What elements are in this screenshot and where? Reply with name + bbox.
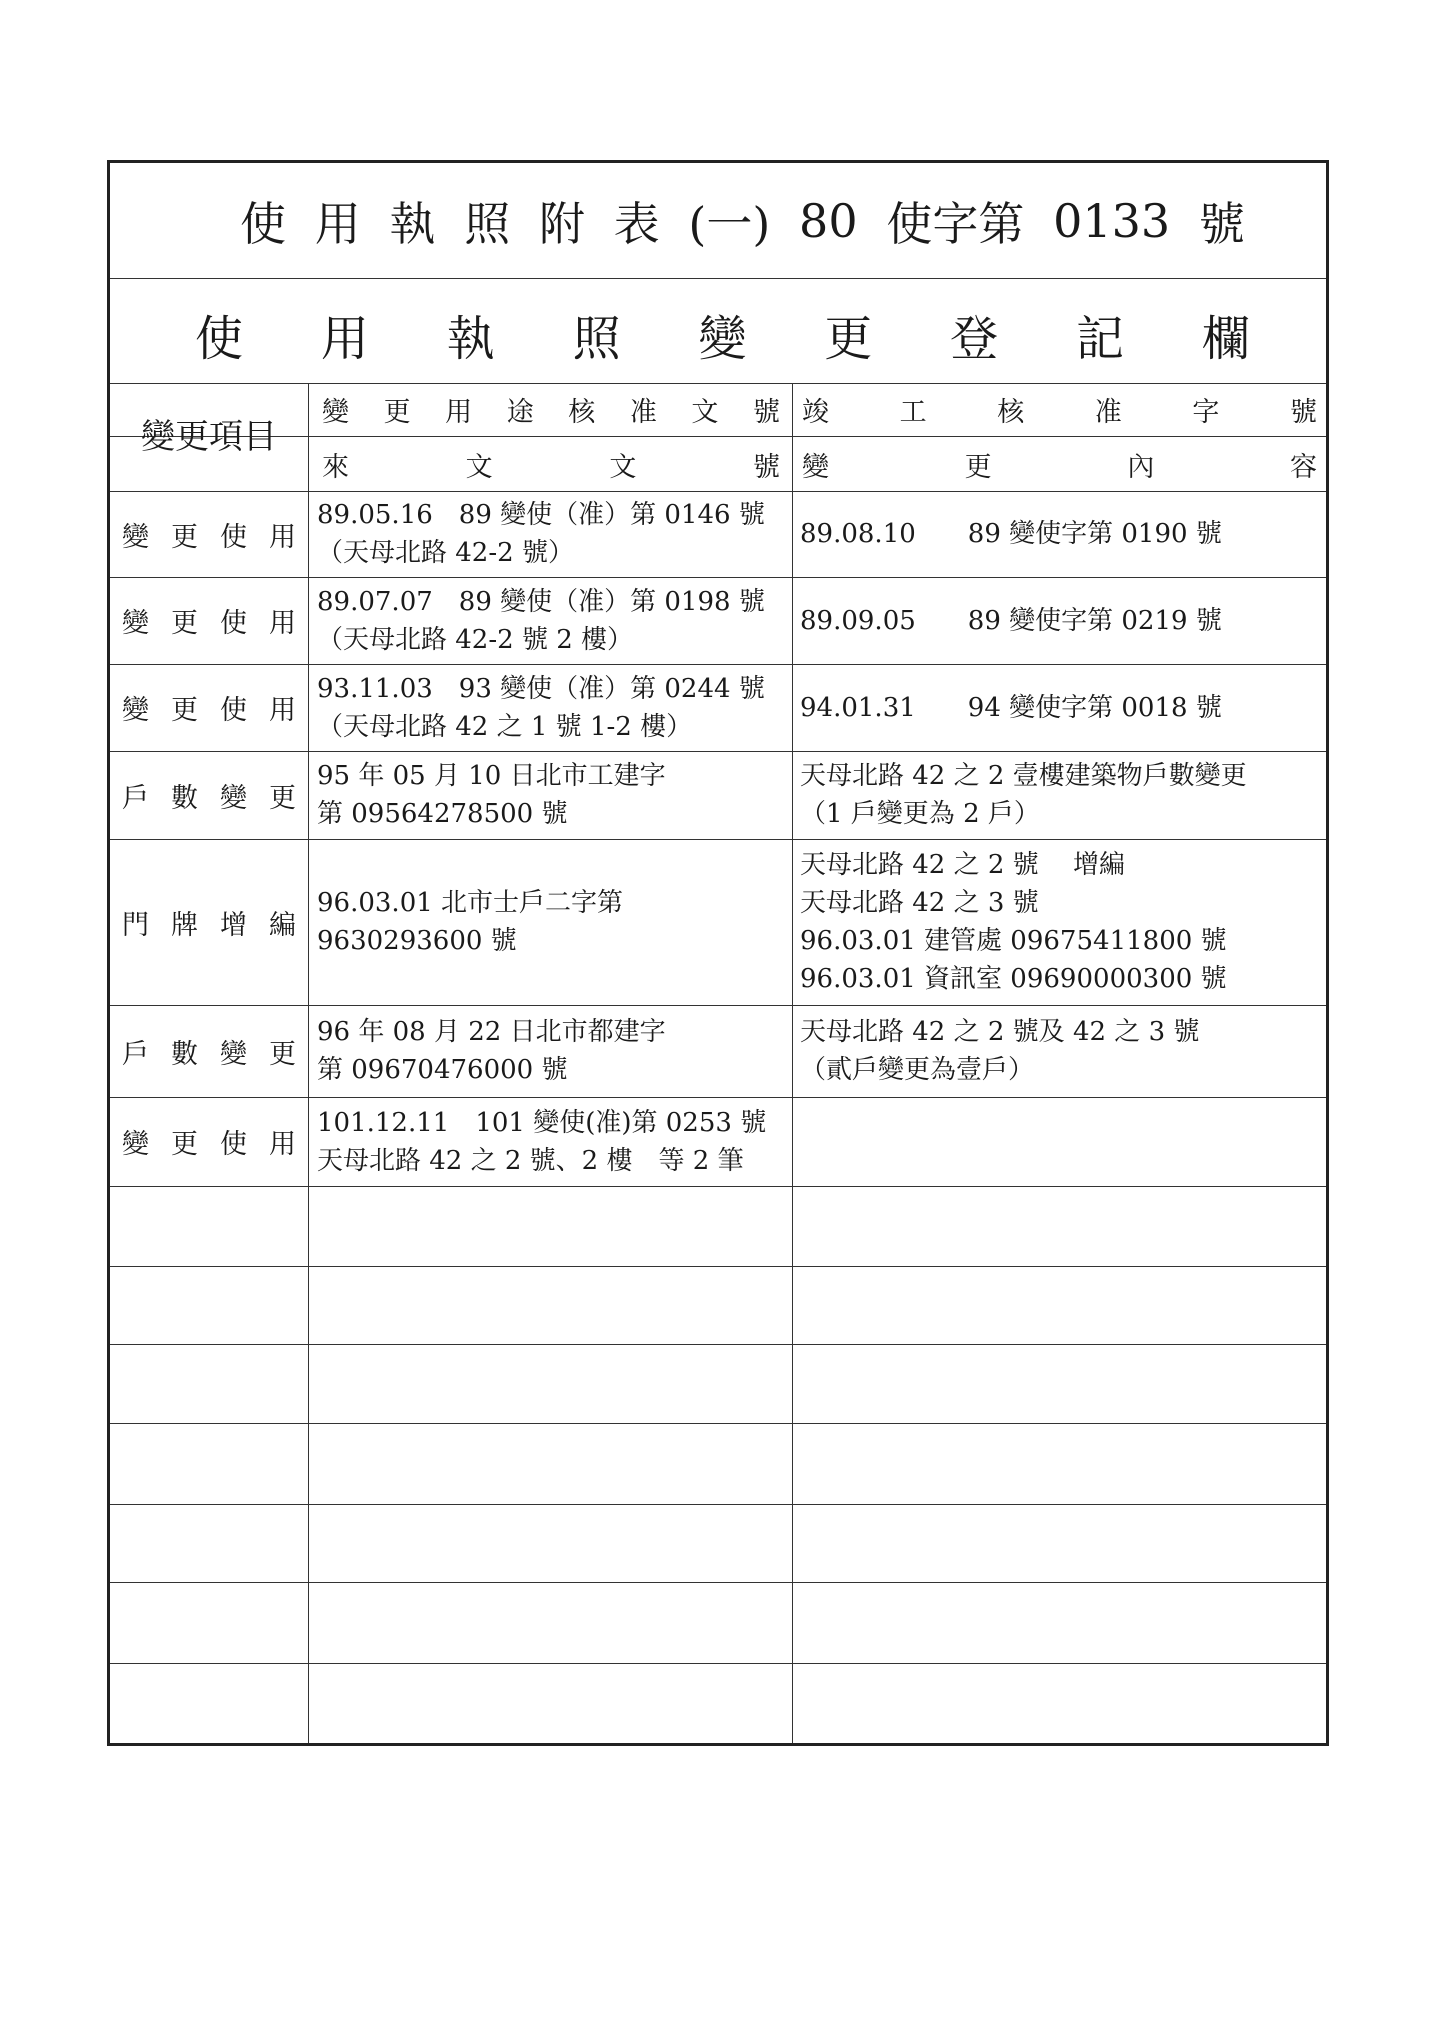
row-change-item [122,664,296,751]
header-incoming-doc-no [322,439,780,489]
row-completion-content [800,839,1320,1005]
form-title-char: 使字第 [886,197,1025,251]
row-content-line: 天母北路 42 之 3 號 [800,888,1039,918]
row-change-item-char: 更 [171,608,198,639]
row-change-item-char: 用 [269,521,296,553]
row-change-item-char: 更 [269,1038,296,1070]
row-approval-doc [317,839,787,1005]
row-approval-doc [317,1005,787,1097]
row-completion-content [800,491,1320,577]
row-change-item [122,1005,296,1097]
row-approval-line: 95 年 05 月 10 日北市工建字 [317,761,666,791]
row-content-line: （貳戶變更為壹戶） [800,1055,1035,1085]
row-change-item [122,751,296,839]
row-change-item-char: 更 [171,695,198,726]
form-title-char: (一) [688,197,771,251]
row-completion-content [800,577,1320,664]
row-approval-line: 89.05.16 89 變使（准）第 0146 號 [317,500,765,530]
row-change-item [122,1097,296,1186]
row-approval-doc [317,577,787,664]
header-completion-approval-no-char: 准 [1094,396,1122,428]
row-approval-line: 天母北路 42 之 2 號、2 樓 等 2 筆 [317,1145,744,1176]
header-change-content-char: 變 [802,451,829,483]
form-subtitle-char: 記 [1076,310,1125,367]
form-title-char: 照 [464,197,511,251]
table-rule [110,1266,1326,1267]
row-approval-line: 89.07.07 89 變使（准）第 0198 號 [317,586,765,617]
header-change-content-char: 內 [1127,451,1155,483]
row-completion-content [800,1097,1320,1186]
header-incoming-doc-no-char: 來 [322,451,349,483]
row-approval-line: 101.12.11 101 變使(准)第 0253 號 [317,1107,767,1138]
header-completion-approval-no-char: 號 [1289,396,1317,428]
header-purpose-approval-no-char: 用 [445,396,473,428]
form-title-char: 80 [799,194,858,248]
form-title [240,191,1245,251]
row-change-item-char: 變 [122,1129,149,1160]
header-purpose-approval-no-char: 文 [691,396,719,428]
form-subtitle-char: 用 [320,310,369,367]
row-change-item [122,491,296,577]
row-content-line: 94.01.31 94 變使字第 0018 號 [800,692,1222,723]
row-change-item-char: 變 [220,1038,247,1070]
row-change-item-char: 更 [171,1129,198,1160]
row-change-item-char: 編 [269,909,296,941]
row-approval-line: 9630293600 號 [317,926,517,956]
form-title-char: 附 [538,197,585,251]
row-change-item-char: 變 [122,608,149,639]
row-content-line: 96.03.01 建管處 09675411800 號 [800,926,1227,956]
header-purpose-approval-no-char: 核 [568,396,596,428]
header-purpose-approval-no-char: 准 [629,396,657,428]
row-content-line: 天母北路 42 之 2 號及 42 之 3 號 [800,1017,1200,1047]
header-incoming-doc-no-char: 文 [609,451,637,483]
table-rule [110,1582,1326,1583]
row-approval-line: 93.11.03 93 變使（准）第 0244 號 [317,673,765,704]
row-completion-content [800,751,1320,839]
form-subtitle-char: 使 [195,310,244,367]
row-content-line: 96.03.01 資訊室 09690000300 號 [800,964,1227,994]
row-approval-line: 96 年 08 月 22 日北市都建字 [317,1017,666,1047]
form-subtitle-char: 執 [446,310,495,367]
row-change-item-char: 使 [220,1129,247,1160]
header-change-content-char: 更 [964,451,992,483]
row-change-item-char: 數 [171,782,198,814]
header-completion-approval-no-char: 竣 [802,396,829,428]
header-completion-approval-no-char: 工 [899,396,927,428]
header-incoming-doc-no-char: 號 [752,451,780,483]
row-change-item-char: 戶 [122,1038,149,1070]
row-completion-content [800,1005,1320,1097]
row-content-line: 89.08.10 89 變使字第 0190 號 [800,519,1222,549]
header-purpose-approval-no-char: 變 [322,396,349,428]
form-subtitle-char: 變 [698,310,747,367]
form-title-char: 使 [240,197,286,251]
column-rule [792,383,793,1743]
header-incoming-doc-no-char: 文 [465,451,493,483]
row-content-line: 天母北路 42 之 2 號 增編 [800,850,1125,880]
header-change-content-char: 容 [1289,451,1317,483]
row-change-item-char: 變 [122,521,149,553]
row-change-item-char: 變 [122,695,149,726]
header-completion-approval-no [802,385,1317,433]
row-change-item-char: 增 [220,909,247,941]
row-approval-line: 第 09670476000 號 [317,1055,568,1085]
row-change-item-char: 使 [220,608,247,639]
row-change-item-char: 變 [220,782,247,814]
row-approval-doc [317,491,787,577]
row-change-item-char: 門 [122,909,149,941]
row-change-item-char: 用 [269,608,296,639]
header-completion-approval-no-char: 字 [1192,396,1220,428]
row-change-item-char: 用 [269,1129,296,1160]
table-rule [110,1186,1326,1187]
form-subtitle-char: 登 [950,310,999,367]
usage-license-change-form [107,160,1329,1746]
row-change-item-char: 使 [220,521,247,553]
row-approval-doc [317,1097,787,1186]
header-change-item: 變更項目 [141,417,277,457]
row-change-item-char: 戶 [122,782,149,814]
header-purpose-approval-no-char: 號 [752,396,780,428]
row-content-line: 天母北路 42 之 2 壹樓建築物戶數變更 [800,761,1247,791]
form-title-char: 用 [314,197,361,251]
row-change-item-char: 牌 [171,909,198,941]
table-rule [110,1423,1326,1424]
row-content-line: （1 戶變更為 2 戶） [800,799,1040,829]
table-rule [110,1504,1326,1505]
form-title-char: 表 [613,197,660,251]
table-rule [110,1663,1326,1664]
row-change-item-char: 更 [171,521,198,553]
row-approval-line: 第 09564278500 號 [317,799,568,829]
header-completion-approval-no-char: 核 [997,396,1025,428]
form-subtitle-char: 照 [572,310,621,367]
table-rule [110,278,1326,279]
form-title-char: 號 [1198,197,1245,251]
row-change-item-char: 更 [269,782,296,814]
form-subtitle-char: 欄 [1201,310,1250,367]
row-approval-line: （天母北路 42-2 號 2 樓） [317,624,634,655]
header-change-content [802,439,1317,489]
row-approval-line: （天母北路 42 之 1 號 1-2 樓） [317,711,693,742]
row-change-item [122,839,296,1005]
row-approval-line: （天母北路 42-2 號） [317,538,574,568]
row-change-item-char: 數 [171,1038,198,1070]
row-completion-content [800,664,1320,751]
row-change-item-char: 使 [220,695,247,726]
form-subtitle [195,303,1250,365]
row-approval-doc [317,664,787,751]
form-subtitle-char: 更 [824,310,873,367]
row-change-item-char: 用 [269,695,296,726]
header-purpose-approval-no-char: 途 [506,396,534,428]
table-rule [110,1344,1326,1345]
header-purpose-approval-no [322,385,780,433]
form-title-char: 執 [389,197,436,251]
column-rule [308,383,309,1743]
form-title-char: 0133 [1053,194,1171,248]
row-change-item [122,577,296,664]
row-approval-line: 96.03.01 北市士戶二字第 [317,888,624,918]
row-content-line: 89.09.05 89 變使字第 0219 號 [800,605,1222,636]
row-approval-doc [317,751,787,839]
header-purpose-approval-no-char: 更 [383,396,411,428]
